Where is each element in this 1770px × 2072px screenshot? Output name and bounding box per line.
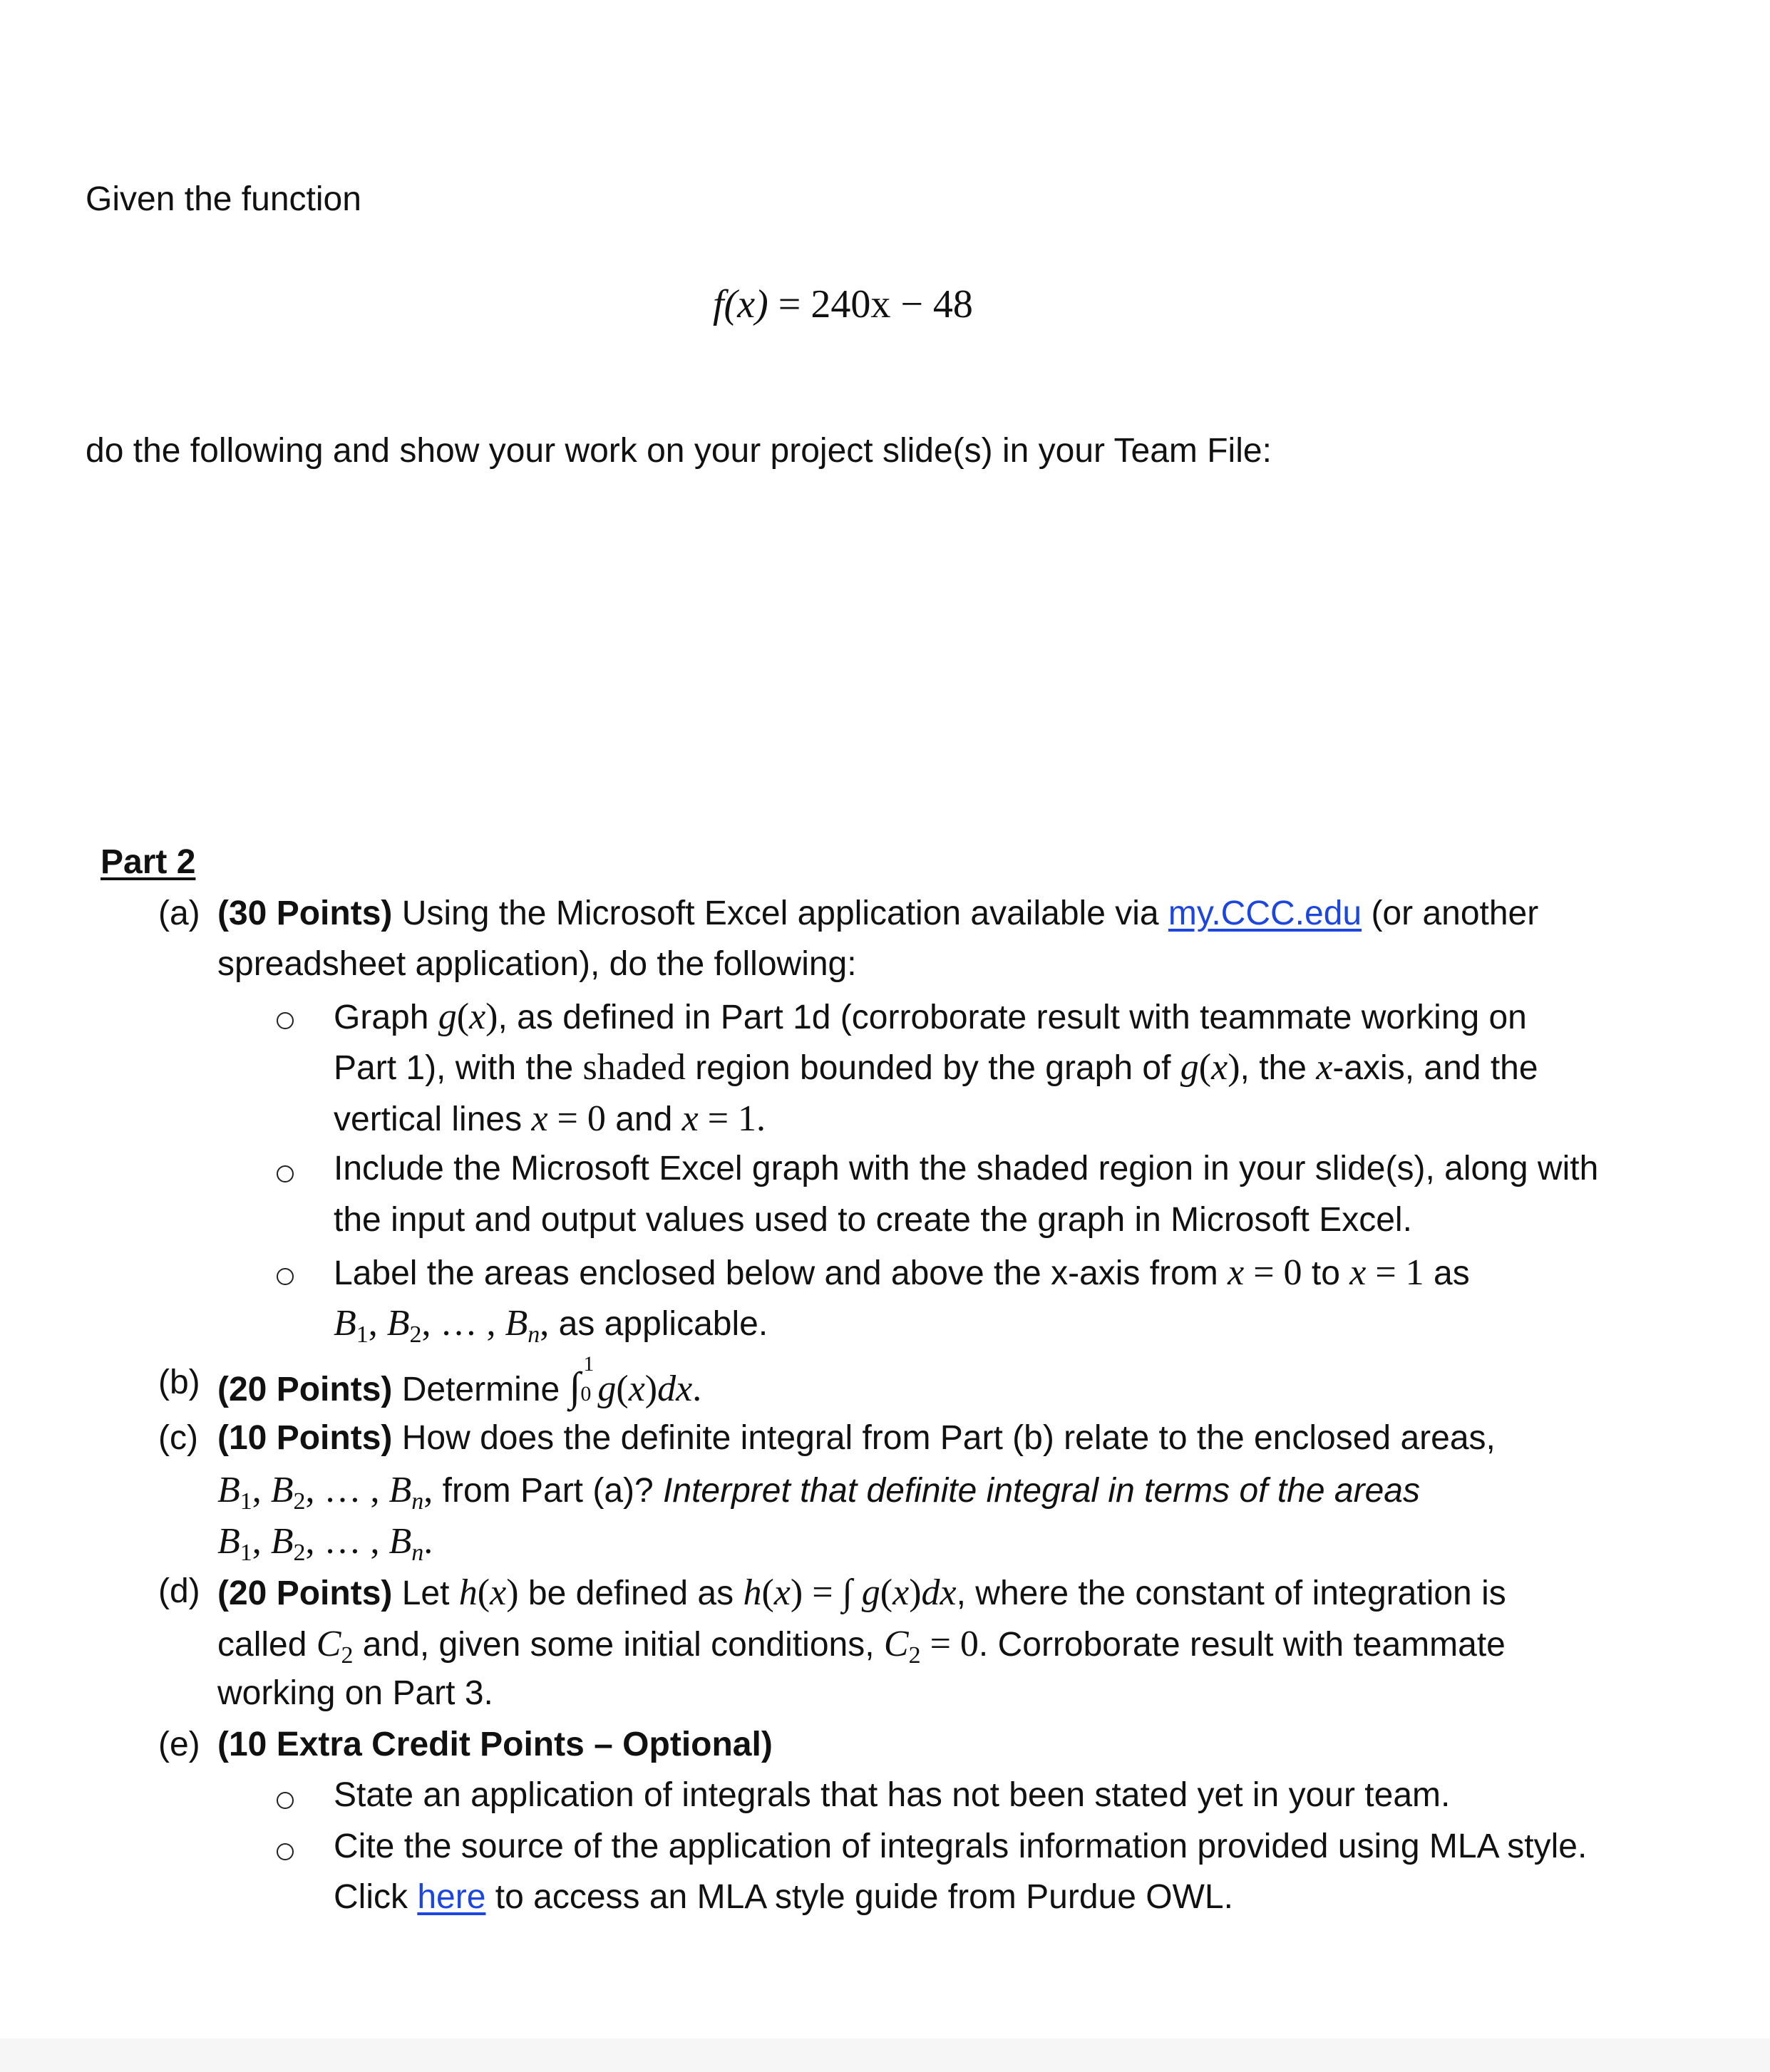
part-c-letter: (c): [158, 1419, 198, 1457]
intro-text: Given the function: [86, 180, 361, 218]
bullet-icon: [277, 1012, 294, 1029]
equation-lhs: f(x): [713, 282, 768, 326]
bullet-icon: [277, 1268, 294, 1285]
part-a-points: (30 Points): [217, 895, 393, 932]
instruction-text: do the following and show your work on your project slide(s) in your Team File:: [86, 432, 1272, 470]
function-equation: f(x) = 240x − 48: [713, 282, 973, 326]
part-a-bullet-1-line-1: Graph g(x), as defined in Part 1d (corroborate result with teammate working on: [334, 996, 1527, 1037]
part-d-line-1: (20 Points) Let h(x) be defined as h(x) = ∫ g(x)dx, where the constant of integration is: [217, 1572, 1506, 1613]
part-a-bullet-1-line-2: Part 1), with the shaded region bounded by the graph of g(x), the x-axis, and the: [334, 1047, 1538, 1088]
part-b-points: (20 Points): [217, 1371, 393, 1408]
part-d-points: (20 Points): [217, 1574, 393, 1612]
part-a-text-1: Using the Microsoft Excel application available via: [401, 895, 1159, 932]
bullet-icon: [277, 1843, 294, 1860]
part-a-bullet-3-line-1: Label the areas enclosed below and above the x-axis from x = 0 to x = 1 as: [334, 1252, 1470, 1293]
part-c-line-1: (10 Points) How does the definite integral from Part (b) relate to the enclosed areas,: [217, 1419, 1496, 1457]
part-a-letter: (a): [158, 895, 200, 932]
part-d-letter: (d): [158, 1572, 200, 1610]
part-c-points: (10 Points): [217, 1419, 393, 1457]
my-ccc-link[interactable]: my.CCC.edu: [1168, 895, 1362, 932]
bullet-icon: [277, 1165, 294, 1182]
equation-rhs: 240x − 48: [811, 282, 973, 326]
part-e-bullet-1: State an application of integrals that has not been stated yet in your team.: [334, 1776, 1451, 1814]
part-a-bullet-1-line-3: vertical lines x = 0 and x = 1.: [334, 1098, 766, 1139]
part-a-line-1: [217, 894, 1538, 933]
part-b-letter: (b): [158, 1364, 200, 1401]
part-a-text-2: (or another: [1371, 895, 1539, 932]
page-bottom-edge: [0, 2039, 1770, 2072]
part-b-line: (20 Points) Determine ∫ 1 0 g(x)dx.: [217, 1352, 702, 1410]
mla-guide-link[interactable]: here: [417, 1878, 486, 1916]
part-a-line-2: spreadsheet application), do the following:: [217, 945, 857, 983]
part-a-bullet-3-line-2: $B_1$, $B_2$, … , $B_n$, as applicable.: [334, 1303, 768, 1348]
part-c-line-2: $B_1$, $B_2$, … , $B_n$, from Part (a)? Interpret that definite integral in terms of the areas: [217, 1470, 1420, 1515]
part-d-line-3: working on Part 3.: [217, 1674, 493, 1712]
part-title: Part 2: [101, 843, 196, 881]
part-e-bullet-2-line-1: Cite the source of the application of integrals information provided using MLA style.: [334, 1828, 1588, 1865]
part-e-bullet-2-line-2: Click here to access an MLA style guide from Purdue OWL.: [334, 1878, 1233, 1916]
part-d-line-2: called $C_2$ and, given some initial conditions, $C_2 = 0$. Corroborate result with teammate: [217, 1624, 1506, 1669]
part-e-line-1: [217, 1725, 773, 1764]
bullet-icon: [277, 1792, 294, 1809]
shaded-word: shaded: [582, 1047, 686, 1088]
definite-integral: ∫ 1 0 g(x)dx.: [569, 1352, 702, 1410]
part-e-letter: (e): [158, 1726, 200, 1763]
part-a-bullet-2-line-1: Include the Microsoft Excel graph with the shaded region in your slide(s), along with: [334, 1150, 1599, 1187]
part-c-line-3: $B_1$, $B_2$, … , $B_n$.: [217, 1521, 433, 1566]
part-a-bullet-2-line-2: the input and output values used to create the graph in Microsoft Excel.: [334, 1201, 1412, 1239]
part-e-points: (10 Extra Credit Points – Optional): [217, 1726, 773, 1763]
